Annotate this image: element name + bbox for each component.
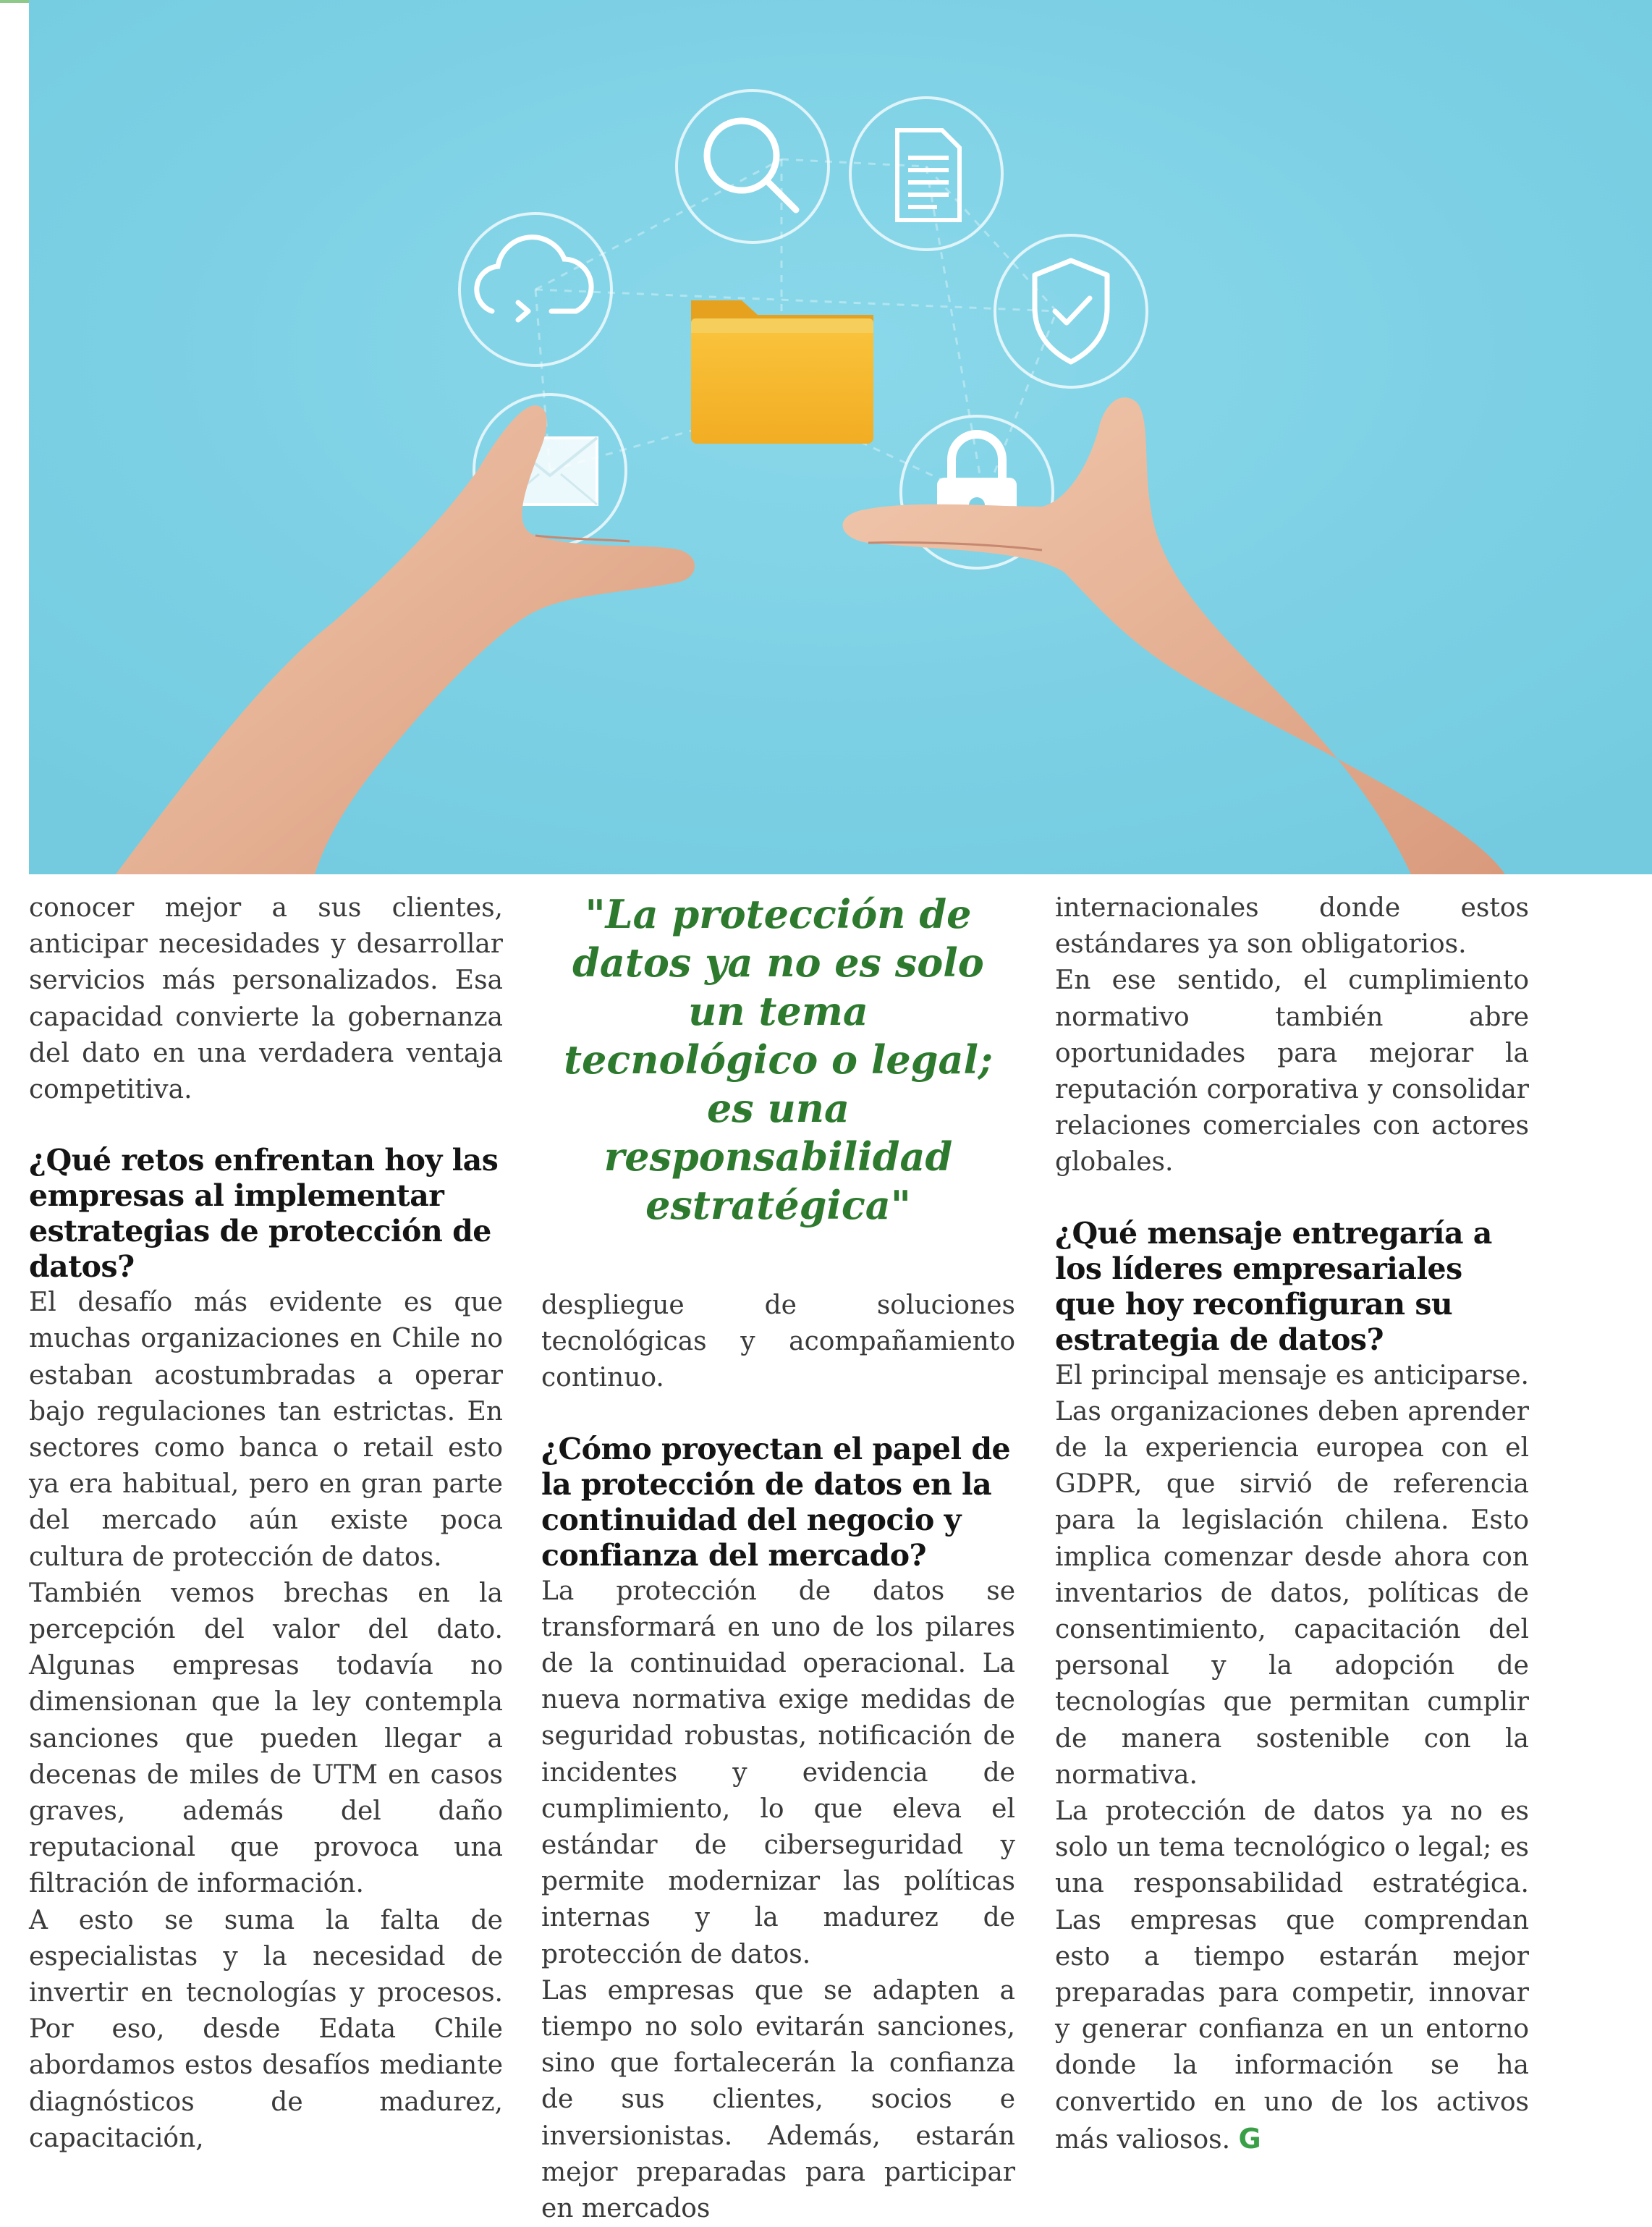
paragraph: El desafío más evidente es que muchas organizaciones en Chile no estaban acostumbradas a operar bajo regulaciones tan estrictas. En sectores como banca o retail esto ya era habitual, pero en gran parte del mercado aún existe poca cultura de protección de datos. (29, 1288, 503, 1572)
paragraph: despliegue de soluciones tecnológicas y acompañamiento continuo. (541, 1290, 1015, 1393)
section-heading: ¿Qué retos enfrentan hoy las empresas al implementar estrategias de protección de datos? (29, 1143, 499, 1285)
paragraph: El principal mensaje es anticiparse. Las organizaciones deben aprender de la experiencia europea con el GDPR, que sirvió de referencia para la legislación chilena. Esto implica comenzar desde ahora con inventarios de datos, políticas de consentimiento, capacitación del personal y la adopción de tecnologías que permitan cumplir de manera sostenible con la normativa. (1055, 1360, 1529, 1790)
paragraph: La protección de datos se transformará en uno de los pilares de la continuidad operacional. La nueva normativa exige medidas de seguridad robustas, notificación de incidentes y evidencia de cumplimiento, lo que eleva el estándar de ciberseguridad y permite modernizar las políticas internas y la madurez de protección de datos. (541, 1576, 1015, 1969)
article-column-2 (541, 890, 1015, 2227)
section-heading: ¿Cómo proyectan el papel de la protección de datos en la continuidad del negocio y confianza del mercado? (541, 1431, 1011, 1573)
section-heading: ¿Qué mensaje entregaría a los líderes empresariales que hoy reconfiguran su estrategia de datos? (1055, 1215, 1492, 1357)
pull-quote: "La protección de datos ya no es solo un tema tecnológico o legal; es una responsabilidad estratégica" (564, 891, 993, 1228)
article-column-3 (1055, 890, 1529, 2158)
paragraph: También vemos brechas en la percepción del valor del dato. Algunas empresas todavía no dimensionan que la ley contempla sanciones que pueden llegar a decenas de miles de UTM en casos graves, además del daño reputacional que provoca una filtración de información. (29, 1578, 503, 1899)
end-of-article-mark: G (1238, 2122, 1261, 2155)
paragraph (1055, 1793, 1529, 2158)
hero-image (29, 0, 1652, 874)
paragraph: A esto se suma la falta de especialistas y la necesidad de invertir en tecnologías y procesos. Por eso, desde Edata Chile abordamos estos desafíos mediante diagnósticos de madurez, capacitación, (29, 1905, 503, 2153)
hero-illustration (29, 0, 1652, 874)
paragraph: En ese sentido, el cumplimiento normativo también abre oportunidades para mejorar la reputación corporativa y consolidar relaciones comerciales con actores globales. (1055, 965, 1529, 1178)
paragraph: conocer mejor a sus clientes, anticipar necesidades y desarrollar servicios más personalizados. Esa capacidad convierte la gobernanza del dato en una verdadera ventaja competitiva. (29, 893, 503, 1105)
paragraph: Las empresas que se adapten a tiempo no solo evitarán sanciones, sino que fortalecerán la confianza de sus clientes, socios e inversionistas. Además, estarán mejor preparadas para participar en mercados (541, 1975, 1015, 2224)
paragraph-text: La protección de datos ya no es solo un tema tecnológico o legal; es una responsabilidad estratégica. Las empresas que comprendan esto a tiempo estarán mejor preparadas para competir, innovar y generar confianza en un entorno donde la información se ha convertido en uno de los activos más valiosos. (1055, 1796, 1529, 2155)
article-column-1 (29, 890, 503, 2157)
paragraph: internacionales donde estos estándares ya son obligatorios. (1055, 893, 1529, 960)
folder-icon (691, 300, 873, 444)
